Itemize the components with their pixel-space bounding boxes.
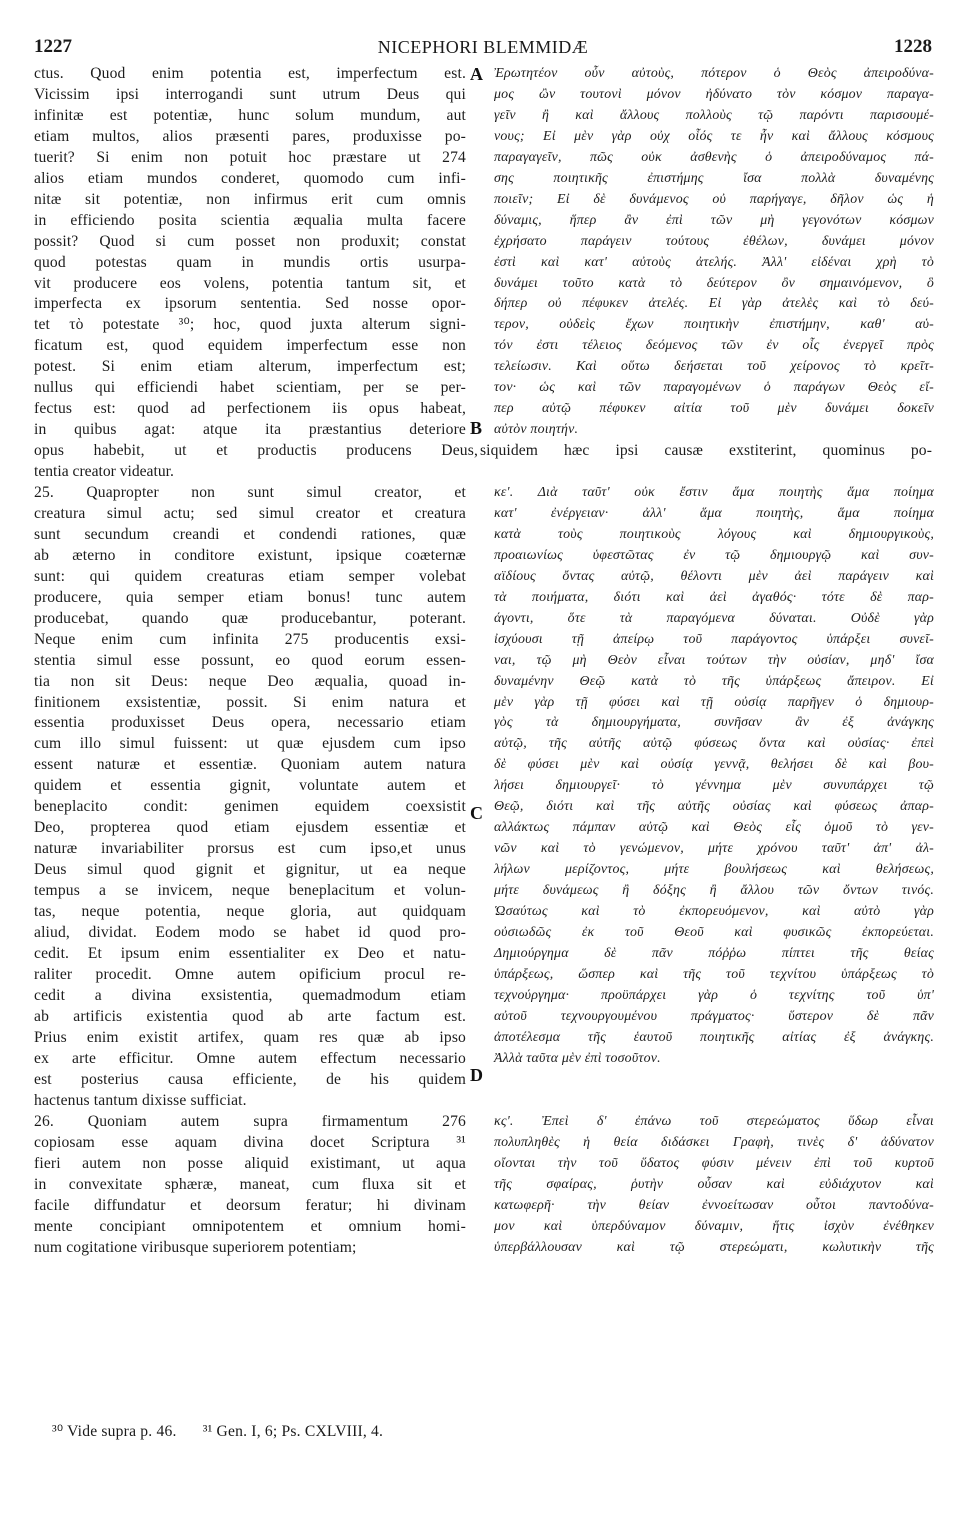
text-line: Ἐρωτητέον οὖν αὐτοὺς, πότερον ὁ Θεὸς ἀπειροδύνα- (494, 66, 934, 81)
text-line: mente concipiant omnipotentem et omnium homi- (34, 1217, 466, 1235)
text-line: infinitæ est potentiæ, hunc solum mundum, aut (34, 106, 466, 124)
left-page-number: 1227 (34, 36, 72, 57)
text-line: 25. Quapropter non sunt simul creator, et (34, 484, 466, 501)
text-line: quidem et essentia gignit, voluntate autem et (34, 777, 466, 795)
text-line: est posterius causa efficiente, de his quidem (34, 1070, 466, 1088)
text-line: ἀποτέλεσμα τῆς ἑαυτοῦ ποιητικῆς αἰτίας ἐξ ἀνάγκης. (494, 1029, 934, 1045)
text-line: essentia produxisset Deus opera, necessario etiam (34, 714, 466, 732)
text-line: κατὰ τοὺς ποιητικοὺς λόγους καὶ δημιουργικοὺς, (494, 526, 934, 542)
text-line: tet τὸ potestate ³⁰; hoc, quod juxta alterum signi- (34, 316, 466, 334)
text-line: imperfecta ex ipsorum sententia. Sed nosse opor- (34, 295, 466, 313)
running-head (34, 36, 932, 62)
footnotes (52, 1422, 405, 1441)
text-line: τῆς σφαίρας, ῥυτὴν οὖσαν καὶ εὐδιάχυτον καὶ (494, 1176, 934, 1192)
text-line: Vicissim ipsi interrogandi sunt utrum Deus qui (34, 85, 466, 103)
text-line: γεῖν ἢ καὶ ἄλλους πολλοὺς τῷ παρόντι παρισουμέ- (494, 107, 934, 123)
text-line: δυναμένην Θεῷ κατὰ τὸ τῆς ὑπάρξεως ἄπειρον. Εἰ (494, 673, 934, 689)
text-line: μὲν γὰρ τῇ φύσει καὶ τῇ οὐσίᾳ παρῆγεν ὁ δημιουρ- (494, 694, 934, 710)
text-line: nitæ sit potentiæ, non infirmus erit cum omnis (34, 190, 466, 208)
text-line: προαιωνίως ὑφεστῶτας ἐν τῷ δημιουργῷ καὶ συν- (494, 547, 934, 563)
text-line: alios etiam mundos conderet, quomodo cum infi- (34, 169, 466, 187)
text-line: σης ποιητικῆς ἐπιστήμης ἴσα πολλὰ δυναμένης (494, 170, 934, 186)
text-line: in convexitate sphæræ, maneat, cum fluxa sit et (34, 1175, 466, 1193)
text-line: μος ὢν τουτονὶ μόνον ἠδύνατο τὸν κόσμον παραγα- (494, 86, 934, 102)
text-line: Θεῷ, διότι καὶ τῆς αὐτῆς οὐσίας καὶ φύσεως ἀπαρ- (494, 799, 934, 815)
text-line: δυνάμει τοῦτο κατὰ τὸ δεύτερον ὂν σημαινόμενον, ὃ (494, 275, 934, 291)
text-line: beneplacito condit: genimen equidem coexsistit (34, 798, 466, 816)
greek-section-25 (494, 483, 934, 1070)
footnote-30: ³⁰ Vide supra p. 46. (52, 1423, 177, 1440)
text-line: potest. Si enim etiam alterum, imperfectum est; (34, 358, 466, 376)
latin-continuation-line: opus habebit, ut et productis producens Deus, (34, 442, 478, 459)
text-line: γὸς τὰ δημιουργήματα, συνῆσαν ἂν ἐξ ἀνάγκης (494, 715, 934, 731)
text-line: 26. Quoniam autem supra firmamentum 276 (34, 1113, 466, 1130)
text-line: nullus qui efficiendi habet scientiam, per se per- (34, 379, 466, 397)
text-line: κς'. Ἐπεὶ δ' ἐπάνω τοῦ στερεώματος ὕδωρ εἶναι (494, 1114, 934, 1129)
text-line: Prius enim existit artifex, quam res quæ ab ipso (34, 1028, 466, 1046)
text-line: cedit. Et ipsum enim essentialiter ex Deo et natu- (34, 944, 466, 962)
text-line: vit producere eos volens, potentia tantum sit, et (34, 274, 466, 292)
text-line: κατ' ἐνέργειαν· ἀλλ' ἅμα ποιητὴς, ἅμα ποίημα (494, 505, 934, 521)
text-line: producebat, quando quæ producebantur, poterant. (34, 609, 466, 627)
text-line: sunt secundum creandi et condendi rationes, quæ (34, 525, 466, 543)
text-line: λήλων μερίζοντος, μήτε βουλήσεως καὶ θελήσεως, (494, 862, 934, 878)
text-line: etiam multos, alios præsenti pares, produxisse po- (34, 127, 466, 145)
text-line: ποιεῖν; Εἰ δὲ δυνάμενος οὐ παρήγαγε, δῆλον ὡς ἡ (494, 191, 934, 207)
text-line: finitionem exsistentiæ, possit. Si enim natura et (34, 693, 466, 711)
text-line: essent naturæ et essentiæ. Quoniam autem natura (34, 756, 466, 774)
text-line: possit? Quod si cum posset non produxit; constat (34, 232, 466, 250)
text-line: μον καὶ ὑπερδύναμον δύναμιν, ἥτις ἰσχὺν ἐνέθηκεν (494, 1218, 934, 1234)
text-line: Δημιούργημα δὲ πᾶν πόῤῥω πίπτει τῆς θείας (494, 945, 934, 961)
right-page-number: 1228 (894, 36, 932, 57)
latin-continuation-line-right: siquidem hæc ipsi causæ exstiterint, quominus po- (480, 442, 932, 459)
text-line: οἴονται τὴν τοῦ ὕδατος φύσιν μένειν ἐπὶ τοῦ κυρτοῦ (494, 1155, 934, 1171)
margin-marker-a: A (470, 64, 483, 84)
text-line: tempus a se invicem, neque beneplacitum et volun- (34, 882, 466, 900)
text-line: raliter procedit. Omne autem opificium procul re- (34, 965, 466, 983)
latin-section-25 (34, 483, 466, 1112)
margin-marker-b: B (470, 418, 483, 438)
text-line: δὲ φύσει μὲν καὶ οὐσίᾳ γεννᾷ, θελήσει δὲ καὶ βου- (494, 757, 934, 773)
margin-marker-c: C (470, 803, 483, 823)
text-line: tuerit? Si enim non potuit hoc præstare ut 274 (34, 148, 466, 166)
text-line: λήσει δημιουργεῖ· τὸ γέννημα μὲν συνυπάρχει τῷ (494, 778, 934, 794)
text-line: in efficiendo posita scientia æqualia multa facere (34, 211, 466, 229)
text-line: ab artificis existentia quod ab arte factum est. (34, 1007, 466, 1025)
text-line: tia non sit Deus: neque Deo æqualia, quoad in- (34, 672, 466, 690)
text-line: τόν ἐστι τέλειος δεόμενος τῶν ἐν οἷς ἐνεργεῖ πρὸς (494, 338, 934, 354)
text-line: ἰσχύουσι τῇ ἀπείρῳ τοῦ παράγοντος ὑπάρξει συνεῖ- (494, 631, 934, 647)
text-line: πολυπληθὲς ἡ θεία διδάσκει Γραφὴ, τινὲς δ' ἀδύνατον (494, 1134, 934, 1150)
text-line: κατωφερῆ· τὴν θείαν ἐννοείτωσαν οὗτοι παντοδύνα- (494, 1197, 934, 1213)
text-line: Ἀλλὰ ταῦτα μὲν ἐπὶ τοσοῦτον. (494, 1050, 661, 1066)
text-line: ἐχρήσατο παράγειν τούτους ἐθέλων, δυνάμει μόνον (494, 233, 934, 249)
text-line: cum illo simul fuissent: ut quæ ejusdem cum ipso (34, 735, 466, 753)
text-line: ναι, τῷ μὴ Θεὸν εἶναι τούτων τὴν οὐσίαν, μηδ' ἴσα (494, 652, 934, 668)
text-line: δήπερ οὐ πέφυκεν ἀτελές. Εἰ γὰρ ἀτελὲς καὶ τὸ δεύ- (494, 296, 934, 312)
text-line: Neque enim cum infinita 275 producentis exsi- (34, 630, 466, 648)
text-line: cedit a divina exsistentia, quemadmodum etiam (34, 986, 466, 1004)
text-line: άγοντι, ὅτε τὰ παραγόμενα δύναται. Οὐδὲ γὰρ (494, 610, 934, 626)
greek-section-26 (494, 1112, 934, 1259)
text-line: αὐτῷ, τῆς αὐτῆς αὐτῷ φύσεως ὄντα καὶ οὐσίας· ἐπεὶ (494, 736, 934, 752)
footnote-31: ³¹ Gen. I, 6; Ps. CXLVIII, 4. (202, 1423, 384, 1440)
text-line: μήτε δυνάμεως ἢ δόξης ἢ ἄλλου τῶν ὄντων τινός. (494, 883, 934, 899)
text-line: tas, neque potentia, neque gloria, aut quidquam (34, 903, 466, 921)
text-line: num cogitatione viribusque superiorem potentiam; (34, 1238, 357, 1256)
text-line: producere, quia semper etiam bonus! tunc autem (34, 588, 466, 606)
text-line: δύναμις, ἥπερ ἂν ἐπὶ τῶν μὴ γεγονότων κόσμων (494, 212, 934, 228)
text-line: τερον, οὐδεὶς ἔχων ποιητικὴν ἐπιστήμην, καθ' αὑ- (494, 317, 934, 333)
text-line: facile diffundatur et deorsum feratur; hi divinam (34, 1196, 466, 1214)
text-line: ἐστὶ καὶ κατ' αὐτοὺς ἀτελής. Ἀλλ' εἰδέναι χρὴ τὸ (494, 254, 934, 270)
text-line: ctus. Quod enim potentia est, imperfectum est. (34, 65, 466, 82)
text-line: περ αὐτῷ πέφυκεν αἰτία τοῦ μὲν δυνάμει δοκεῖν (494, 401, 934, 417)
text-line: Ὡσαύτως καὶ τὸ ἐκπορευόμενον, καὶ αὐτὸ γὰρ (494, 904, 934, 920)
text-line: ὑπάρξεως, ὥσπερ καὶ τῆς τοῦ τεχνίτου ὑπάρξεως τὸ (494, 966, 934, 982)
margin-marker-d: D (470, 1065, 483, 1085)
text-line: ficatum est, quod equidem imperfectum esse non (34, 337, 466, 355)
text-line: quod potestas quam in mundis ortis usurpa- (34, 253, 466, 271)
greek-column-top (494, 64, 934, 441)
text-line: fieri autem non posse aliquid existimant, ut aqua (34, 1154, 466, 1172)
text-line: οὐσιωδῶς ἐκ τοῦ Θεοῦ καὶ φυσικῶς ἐκπορεύεται. (494, 925, 934, 941)
text-line: creatura simul actu; sed simul creator et creatura (34, 504, 466, 522)
text-line: naturæ invariabiliter prorsus est cum ipso,et unus (34, 840, 466, 858)
latin-column-top (34, 64, 466, 441)
text-line: ab æterno in conditore existunt, ipsique coæternæ (34, 546, 466, 564)
text-line: ex arte efficitur. Omne autem effectum necessario (34, 1049, 466, 1067)
text-line: τεχνούργημα· προϋπάρχει γὰρ ὁ τεχνίτης τοῦ ὑπ' (494, 987, 934, 1003)
text-line: κε'. Διὰ ταῦτ' οὐκ ἔστιν ἅμα ποιητὴς ἅμα ποίημα (494, 485, 934, 500)
text-line: αϊδίους ὄντας αὐτῷ, θέλοντι μὲν ἀεὶ παράγειν καὶ (494, 568, 934, 584)
running-title: NICEPHORI BLEMMIDÆ (377, 37, 589, 57)
text-line: αὐτὸν ποιητήν. (494, 422, 579, 438)
text-line: παραγαγεῖν, πῶς οὐκ ἀσθενὴς ὁ ἀπειροδύναμος πά- (494, 149, 934, 165)
text-line: hactenus tantum dixisse sufficiat. (34, 1091, 247, 1109)
text-line: Deus simul quod gignit et gignitur, ut ea neque (34, 861, 466, 879)
text-line: Deo, propterea quod etiam ejusdem essentiæ et (34, 819, 466, 837)
latin-continuation-end: tentia creator videatur. (34, 463, 174, 480)
text-line: αλλάκτως πάμπαν αὐτῷ καὶ Θεὸς εἷς ὁμοῦ τὸ γεν- (494, 820, 934, 836)
text-line: νῶν καὶ τὸ γενώμενον, μήτε χρόνου ταῦτ' ἀπ' ἀλ- (494, 841, 934, 857)
text-line: ὑπερβάλλουσαν καὶ τῷ στερεώματι, κωλυτικὴν τῆς (494, 1239, 934, 1255)
text-line: stentia simul esse possunt, eo quod eorum essen- (34, 651, 466, 669)
text-line: τον· ὡς καὶ τῶν παραγομένων ὁ παράγων Θεὸς εἴ- (494, 380, 934, 396)
text-line: copiosam esse aquam divina docet Scriptura ³¹ (34, 1133, 466, 1151)
latin-section-26 (34, 1112, 466, 1259)
text-line: in quibus agat: atque ita præstantius deteriore (34, 421, 466, 439)
text-line: αὐτοῦ τεχνουργουμένου πράγματος· ὕστερον δὲ πᾶν (494, 1008, 934, 1024)
text-line: τὰ ποιήματα, διότι καὶ ἀεὶ ἀγαθός· τότε δὲ παρ- (494, 589, 934, 605)
text-line: sunt: qui quidem creaturas etiam semper volebat (34, 567, 466, 585)
text-line: fectus est: quod ad perfectionem iis opus habeat, (34, 400, 466, 418)
text-line: aliud, dividat. Eodem modo se habet id quod pro- (34, 924, 466, 942)
text-line: τελείωσιν. Καὶ οὕτω δεήσεται τοῦ χείρονος τὸ κρεῖτ- (494, 359, 934, 375)
text-line: νους; Εἰ μὲν γὰρ οὐχ οἷός τε ἦν καὶ ἄλλους κόσμους (494, 128, 934, 144)
